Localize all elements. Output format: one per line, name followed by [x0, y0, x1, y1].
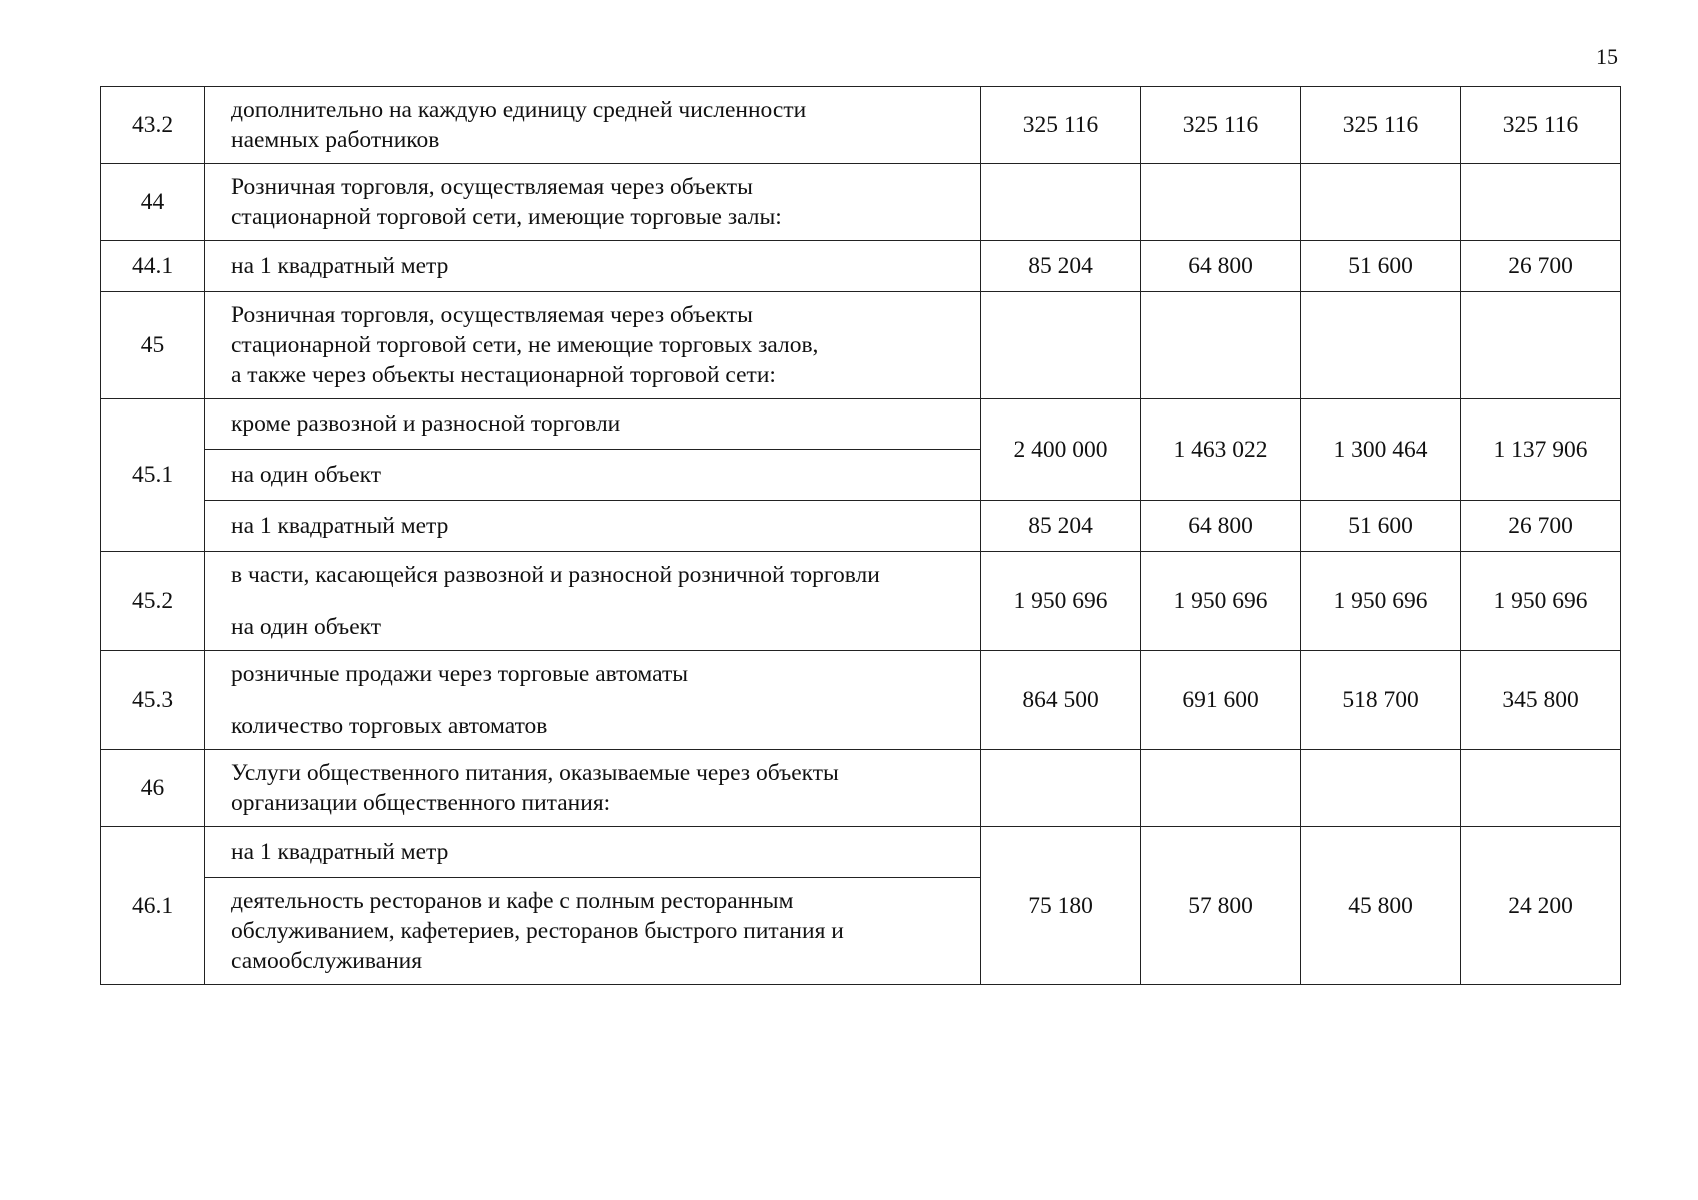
table-row	[101, 750, 1621, 827]
row-number: 46.1	[101, 827, 205, 985]
value-cell: 325 116	[1141, 87, 1301, 164]
description-line: Розничная торговля, осуществляемая через объекты	[231, 174, 753, 200]
table-row	[101, 827, 1621, 878]
value-cell: 26 700	[1461, 241, 1621, 292]
value-cell: 51 600	[1301, 241, 1461, 292]
value-cell: 2 400 000	[981, 399, 1141, 501]
value-cell: 85 204	[981, 241, 1141, 292]
value-cell	[1141, 292, 1301, 399]
value-cell: 75 180	[981, 827, 1141, 985]
value-cell: 51 600	[1301, 501, 1461, 552]
description-line: стационарной торговой сети, имеющие торговые залы:	[231, 204, 782, 230]
row-description: на один объект	[205, 450, 981, 501]
row-number: 45	[101, 292, 205, 399]
description-line: самообслуживания	[231, 948, 423, 974]
row-description: на 1 квадратный метр	[205, 241, 981, 292]
value-cell	[1461, 750, 1621, 827]
row-number: 46	[101, 750, 205, 827]
description-line: организации общественного питания:	[231, 790, 611, 816]
table-row	[101, 651, 1621, 750]
row-description	[205, 552, 981, 651]
row-description	[205, 878, 981, 985]
value-cell: 325 116	[981, 87, 1141, 164]
value-cell: 57 800	[1141, 827, 1301, 985]
description-line: деятельность ресторанов и кафе с полным ресторанным	[231, 888, 794, 914]
value-cell: 864 500	[981, 651, 1141, 750]
table-row	[101, 292, 1621, 399]
row-number: 44	[101, 164, 205, 241]
row-description: на 1 квадратный метр	[205, 827, 981, 878]
value-cell	[1301, 164, 1461, 241]
description-line: Розничная торговля, осуществляемая через объекты	[231, 302, 753, 328]
table-row	[101, 87, 1621, 164]
description-line: дополнительно на каждую единицу средней численности	[231, 97, 807, 123]
value-cell: 85 204	[981, 501, 1141, 552]
description-line: на один объект	[231, 614, 382, 640]
table-row	[101, 241, 1621, 292]
value-cell	[1141, 750, 1301, 827]
value-cell: 45 800	[1301, 827, 1461, 985]
table-row	[101, 552, 1621, 651]
table-row	[101, 501, 1621, 552]
value-cell	[1461, 292, 1621, 399]
value-cell: 518 700	[1301, 651, 1461, 750]
value-cell: 26 700	[1461, 501, 1621, 552]
value-cell	[981, 164, 1141, 241]
row-number: 45.1	[101, 399, 205, 552]
row-description: кроме развозной и разносной торговли	[205, 399, 981, 450]
row-description	[205, 164, 981, 241]
row-description	[205, 87, 981, 164]
table-row	[101, 164, 1621, 241]
row-number: 44.1	[101, 241, 205, 292]
description-line: Услуги общественного питания, оказываемые через объекты	[231, 760, 839, 786]
description-line: в части, касающейся развозной и разносной розничной торговли	[231, 562, 880, 588]
value-cell: 345 800	[1461, 651, 1621, 750]
description-line: обслуживанием, кафетериев, ресторанов быстрого питания и	[231, 918, 844, 944]
tariff-table	[100, 86, 1621, 985]
description-line: наемных работников	[231, 127, 440, 153]
value-cell: 1 463 022	[1141, 399, 1301, 501]
value-cell: 1 950 696	[1301, 552, 1461, 651]
value-cell: 691 600	[1141, 651, 1301, 750]
value-cell	[1141, 164, 1301, 241]
value-cell	[981, 292, 1141, 399]
row-number: 45.3	[101, 651, 205, 750]
value-cell: 1 950 696	[981, 552, 1141, 651]
row-description: на 1 квадратный метр	[205, 501, 981, 552]
value-cell: 64 800	[1141, 241, 1301, 292]
row-number: 45.2	[101, 552, 205, 651]
value-cell	[1301, 750, 1461, 827]
value-cell: 64 800	[1141, 501, 1301, 552]
page-number: 15	[1596, 44, 1618, 69]
row-description	[205, 651, 981, 750]
description-line: стационарной торговой сети, не имеющие торговых залов,	[231, 332, 819, 358]
value-cell	[1461, 164, 1621, 241]
value-cell: 1 950 696	[1141, 552, 1301, 651]
description-line: а также через объекты нестационарной торговой сети:	[231, 362, 776, 388]
description-line: розничные продажи через торговые автоматы	[231, 661, 689, 687]
value-cell: 24 200	[1461, 827, 1621, 985]
row-description	[205, 750, 981, 827]
value-cell	[981, 750, 1141, 827]
value-cell: 325 116	[1461, 87, 1621, 164]
value-cell: 1 950 696	[1461, 552, 1621, 651]
value-cell: 1 300 464	[1301, 399, 1461, 501]
value-cell	[1301, 292, 1461, 399]
table-row	[101, 399, 1621, 450]
description-line: количество торговых автоматов	[231, 713, 548, 739]
row-number: 43.2	[101, 87, 205, 164]
row-description	[205, 292, 981, 399]
value-cell: 325 116	[1301, 87, 1461, 164]
value-cell: 1 137 906	[1461, 399, 1621, 501]
